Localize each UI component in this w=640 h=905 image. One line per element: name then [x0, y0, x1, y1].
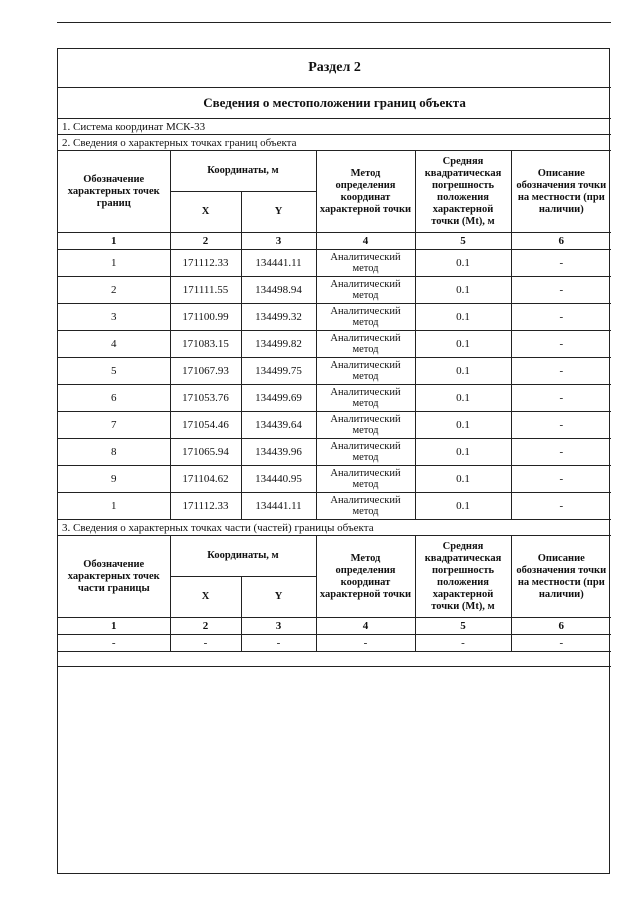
- parts-empty-cell: -: [170, 635, 241, 652]
- parts-index-cell: 3: [241, 618, 316, 635]
- error-cell: 0.1: [415, 304, 511, 331]
- document-frame: [57, 48, 610, 874]
- header-coordinates: Координаты, м: [170, 151, 316, 192]
- point-number: 8: [58, 439, 170, 466]
- method-cell: Аналитический метод: [316, 412, 415, 439]
- description-cell: -: [511, 358, 611, 385]
- index-cell: 4: [316, 233, 415, 250]
- index-cell: 3: [241, 233, 316, 250]
- parts-header-error: Средняя квадратическая погрешность положения характерной точки (Mt), м: [415, 536, 511, 618]
- method-cell: Аналитический метод: [316, 466, 415, 493]
- coord-x: 171104.62: [170, 466, 241, 493]
- point-number: 3: [58, 304, 170, 331]
- method-cell: Аналитический метод: [316, 493, 415, 520]
- coordinate-system-label: 1. Система координат МСК-33: [58, 119, 611, 135]
- parts-header-method: Метод определения координат характерной точки: [316, 536, 415, 618]
- method-cell: Аналитический метод: [316, 331, 415, 358]
- coord-y: 134498.94: [241, 277, 316, 304]
- coord-y: 134439.64: [241, 412, 316, 439]
- description-cell: -: [511, 250, 611, 277]
- parts-header-y: Y: [241, 577, 316, 618]
- points-section-label: 2. Сведения о характерных точках границ объекта: [58, 135, 611, 151]
- parts-header-designation: Обозначение характерных точек части границы: [58, 536, 170, 618]
- table-row: [58, 250, 611, 277]
- table-row: [58, 493, 611, 520]
- coord-y: 134441.11: [241, 493, 316, 520]
- coord-x: 171112.33: [170, 493, 241, 520]
- header-y: Y: [241, 192, 316, 233]
- coord-y: 134439.96: [241, 439, 316, 466]
- point-number: 9: [58, 466, 170, 493]
- points-table-body: [58, 250, 611, 520]
- coord-x: 171053.76: [170, 385, 241, 412]
- description-cell: -: [511, 331, 611, 358]
- point-number: 6: [58, 385, 170, 412]
- index-cell: 5: [415, 233, 511, 250]
- table-row: [58, 439, 611, 466]
- coord-y: 134440.95: [241, 466, 316, 493]
- coord-y: 134499.32: [241, 304, 316, 331]
- coord-y: 134441.11: [241, 250, 316, 277]
- point-number: 4: [58, 331, 170, 358]
- method-cell: Аналитический метод: [316, 358, 415, 385]
- parts-empty-cell: -: [241, 635, 316, 652]
- description-cell: -: [511, 466, 611, 493]
- parts-empty-cell: -: [316, 635, 415, 652]
- point-number: 1: [58, 493, 170, 520]
- error-cell: 0.1: [415, 439, 511, 466]
- header-designation: Обозначение характерных точек границ: [58, 151, 170, 233]
- coord-y: 134499.75: [241, 358, 316, 385]
- method-cell: Аналитический метод: [316, 439, 415, 466]
- method-cell: Аналитический метод: [316, 250, 415, 277]
- section-subtitle: Сведения о местоположении границ объекта: [58, 88, 611, 119]
- error-cell: 0.1: [415, 277, 511, 304]
- coord-x: 171054.46: [170, 412, 241, 439]
- parts-header-x: X: [170, 577, 241, 618]
- parts-index-cell: 5: [415, 618, 511, 635]
- parts-empty-cell: -: [58, 635, 170, 652]
- table-row: [58, 466, 611, 493]
- description-cell: -: [511, 385, 611, 412]
- table-row: [58, 304, 611, 331]
- error-cell: 0.1: [415, 385, 511, 412]
- point-number: 5: [58, 358, 170, 385]
- table-row: [58, 358, 611, 385]
- coord-x: 171083.15: [170, 331, 241, 358]
- point-number: 7: [58, 412, 170, 439]
- method-cell: Аналитический метод: [316, 304, 415, 331]
- top-rule: [57, 22, 611, 23]
- parts-index-cell: 4: [316, 618, 415, 635]
- error-cell: 0.1: [415, 493, 511, 520]
- parts-empty-cell: -: [415, 635, 511, 652]
- index-cell: 1: [58, 233, 170, 250]
- error-cell: 0.1: [415, 358, 511, 385]
- point-number: 2: [58, 277, 170, 304]
- parts-index-cell: 1: [58, 618, 170, 635]
- point-number: 1: [58, 250, 170, 277]
- error-cell: 0.1: [415, 331, 511, 358]
- section-title: Раздел 2: [58, 49, 611, 88]
- table-row: [58, 412, 611, 439]
- index-cell: 2: [170, 233, 241, 250]
- header-error: Средняя квадратическая погрешность положения характерной точки (Mt), м: [415, 151, 511, 233]
- coord-x: 171067.93: [170, 358, 241, 385]
- parts-header-coordinates: Координаты, м: [170, 536, 316, 577]
- parts-empty-cell: -: [511, 635, 611, 652]
- description-cell: -: [511, 493, 611, 520]
- coord-x: 171111.55: [170, 277, 241, 304]
- parts-section-label: 3. Сведения о характерных точках части (частей) границы объекта: [58, 520, 611, 536]
- header-x: X: [170, 192, 241, 233]
- error-cell: 0.1: [415, 412, 511, 439]
- coord-y: 134499.69: [241, 385, 316, 412]
- description-cell: -: [511, 439, 611, 466]
- description-cell: -: [511, 277, 611, 304]
- section-table: [58, 49, 611, 667]
- error-cell: 0.1: [415, 466, 511, 493]
- method-cell: Аналитический метод: [316, 385, 415, 412]
- parts-header-description: Описание обозначения точки на местности (при наличии): [511, 536, 611, 618]
- description-cell: -: [511, 304, 611, 331]
- table-row: [58, 385, 611, 412]
- method-cell: Аналитический метод: [316, 277, 415, 304]
- table-row: [58, 331, 611, 358]
- table-row: [58, 277, 611, 304]
- coord-x: 171100.99: [170, 304, 241, 331]
- coord-y: 134499.82: [241, 331, 316, 358]
- spacer-row: [58, 652, 611, 667]
- header-method: Метод определения координат характерной точки: [316, 151, 415, 233]
- coord-x: 171065.94: [170, 439, 241, 466]
- parts-index-cell: 6: [511, 618, 611, 635]
- error-cell: 0.1: [415, 250, 511, 277]
- index-cell: 6: [511, 233, 611, 250]
- coord-x: 171112.33: [170, 250, 241, 277]
- header-description: Описание обозначения точки на местности (при наличии): [511, 151, 611, 233]
- parts-index-cell: 2: [170, 618, 241, 635]
- parts-empty-row: [58, 635, 611, 652]
- description-cell: -: [511, 412, 611, 439]
